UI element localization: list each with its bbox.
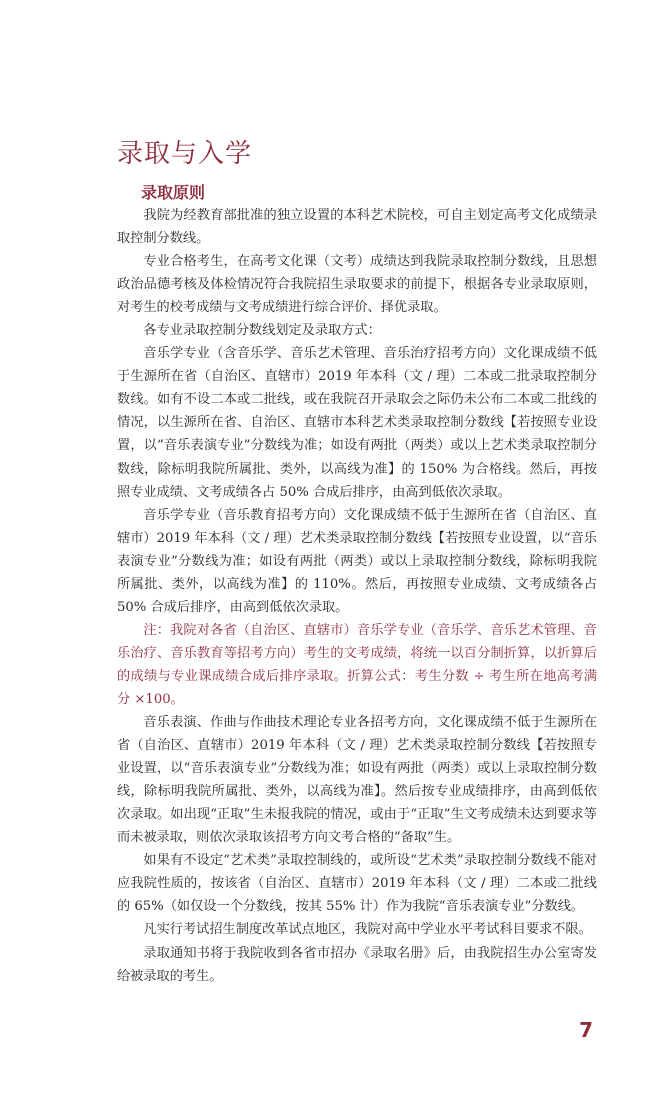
chapter-title: 录取与入学 [117, 139, 253, 169]
page-number: 7 [579, 1018, 593, 1042]
paragraph-methods-heading: 各专业录取控制分数线划定及录取方式： [143, 323, 381, 339]
paragraph-qualified-candidates: 专业合格考生，在高考文化课（文考）成绩达到我院录取控制分数线，且思想政治品德考核及体检情况符合我院招生录取要求的前提下，根据各专业录取原则，对考生的校考成绩与文考成绩进行综合评价、择优录取。 [117, 254, 597, 316]
paragraph-music-education: 音乐学专业（音乐教育招考方向）文化课成绩不低于生源所在省（自治区、直辖市）2019 年本科（文 / 理）艺术类录取控制分数线【若按照专业设置，以“音乐表演专业”分数线为准；如设有两批（两类）或以上录取控制分数线，除标明我院所属批、类外，以高线为准】的 110%。然后，再按照专业成绩、文考成绩各占 50% 合成后排序，由高到低依次录取。 [117, 507, 597, 615]
paragraph-performance: 音乐表演、作曲与作曲技术理论专业各招考方向，文化课成绩不低于生源所在省（自治区、直辖市）2019 年本科（文 / 理）艺术类录取控制分数线【若按照专业设置，以“音乐表演专业”分数线为准；如设有两批（两类）或以上录取控制分数线，除标明我院所属批、类外，以高线为准】。然后按专业成绩排序，由高到低依次录取。如出现“正取”生未报我院的情况，或由于“正取”生文考成绩未达到要求等而未被录取，则依次录取该招考方向文考合格的“备取”生。 [117, 715, 597, 846]
paragraph-reform-regions: 凡实行考试招生制度改革试点地区，我院对高中学业水平考试科目要求不限。 [143, 922, 592, 938]
section-title: 录取原则 [141, 183, 206, 202]
paragraph-no-art-line: 如果有不设定“艺术类”录取控制线的，或所设“艺术类”录取控制分数线不能对应我院性质的，按该省（自治区、直辖市）2019 年本科（文 / 理）二本或二批线的 65%（如仅设一个分数线，按其 55% 计）作为我院“音乐表演专业”分数线。 [117, 853, 597, 915]
paragraph-admission-notice: 录取通知书将于我院收到各省市招办《录取名册》后，由我院招生办公室寄发给被录取的考生。 [117, 945, 597, 984]
body-text [117, 204, 597, 988]
paragraph-musicology: 音乐学专业（含音乐学、音乐艺术管理、音乐治疗招考方向）文化课成绩不低于生源所在省（自治区、直辖市）2019 年本科（文 / 理）二本或二批录取控制分数线。如有不设二本或二批线，或在我院召开录取会之际仍未公布二本或二批线的情况，以生源所在省、自治区、直辖市本科艺术类录取控制分数线【若按照专业设置，以“音乐表演专业”分数线为准；如设有两批（两类）或以上艺术类录取控制分数线，除标明我院所属批、类外，以高线为准】的 150% 为合格线。然后，再按照专业成绩、文考成绩各占 50% 合成后排序，由高到低依次录取。 [117, 346, 597, 500]
paragraph-note: 注：我院对各省（自治区、直辖市）音乐学专业（音乐学、音乐艺术管理、音乐治疗、音乐教育等招考方向）考生的文考成绩，将统一以百分制折算，以折算后的成绩与专业课成绩合成后排序录取。折算公式：考生分数 ÷ 考生所在地高考满分 ×100。 [117, 622, 597, 707]
paragraph-intro: 我院为经教育部批准的独立设置的本科艺术院校，可自主划定高考文化成绩录取控制分数线。 [117, 208, 597, 247]
